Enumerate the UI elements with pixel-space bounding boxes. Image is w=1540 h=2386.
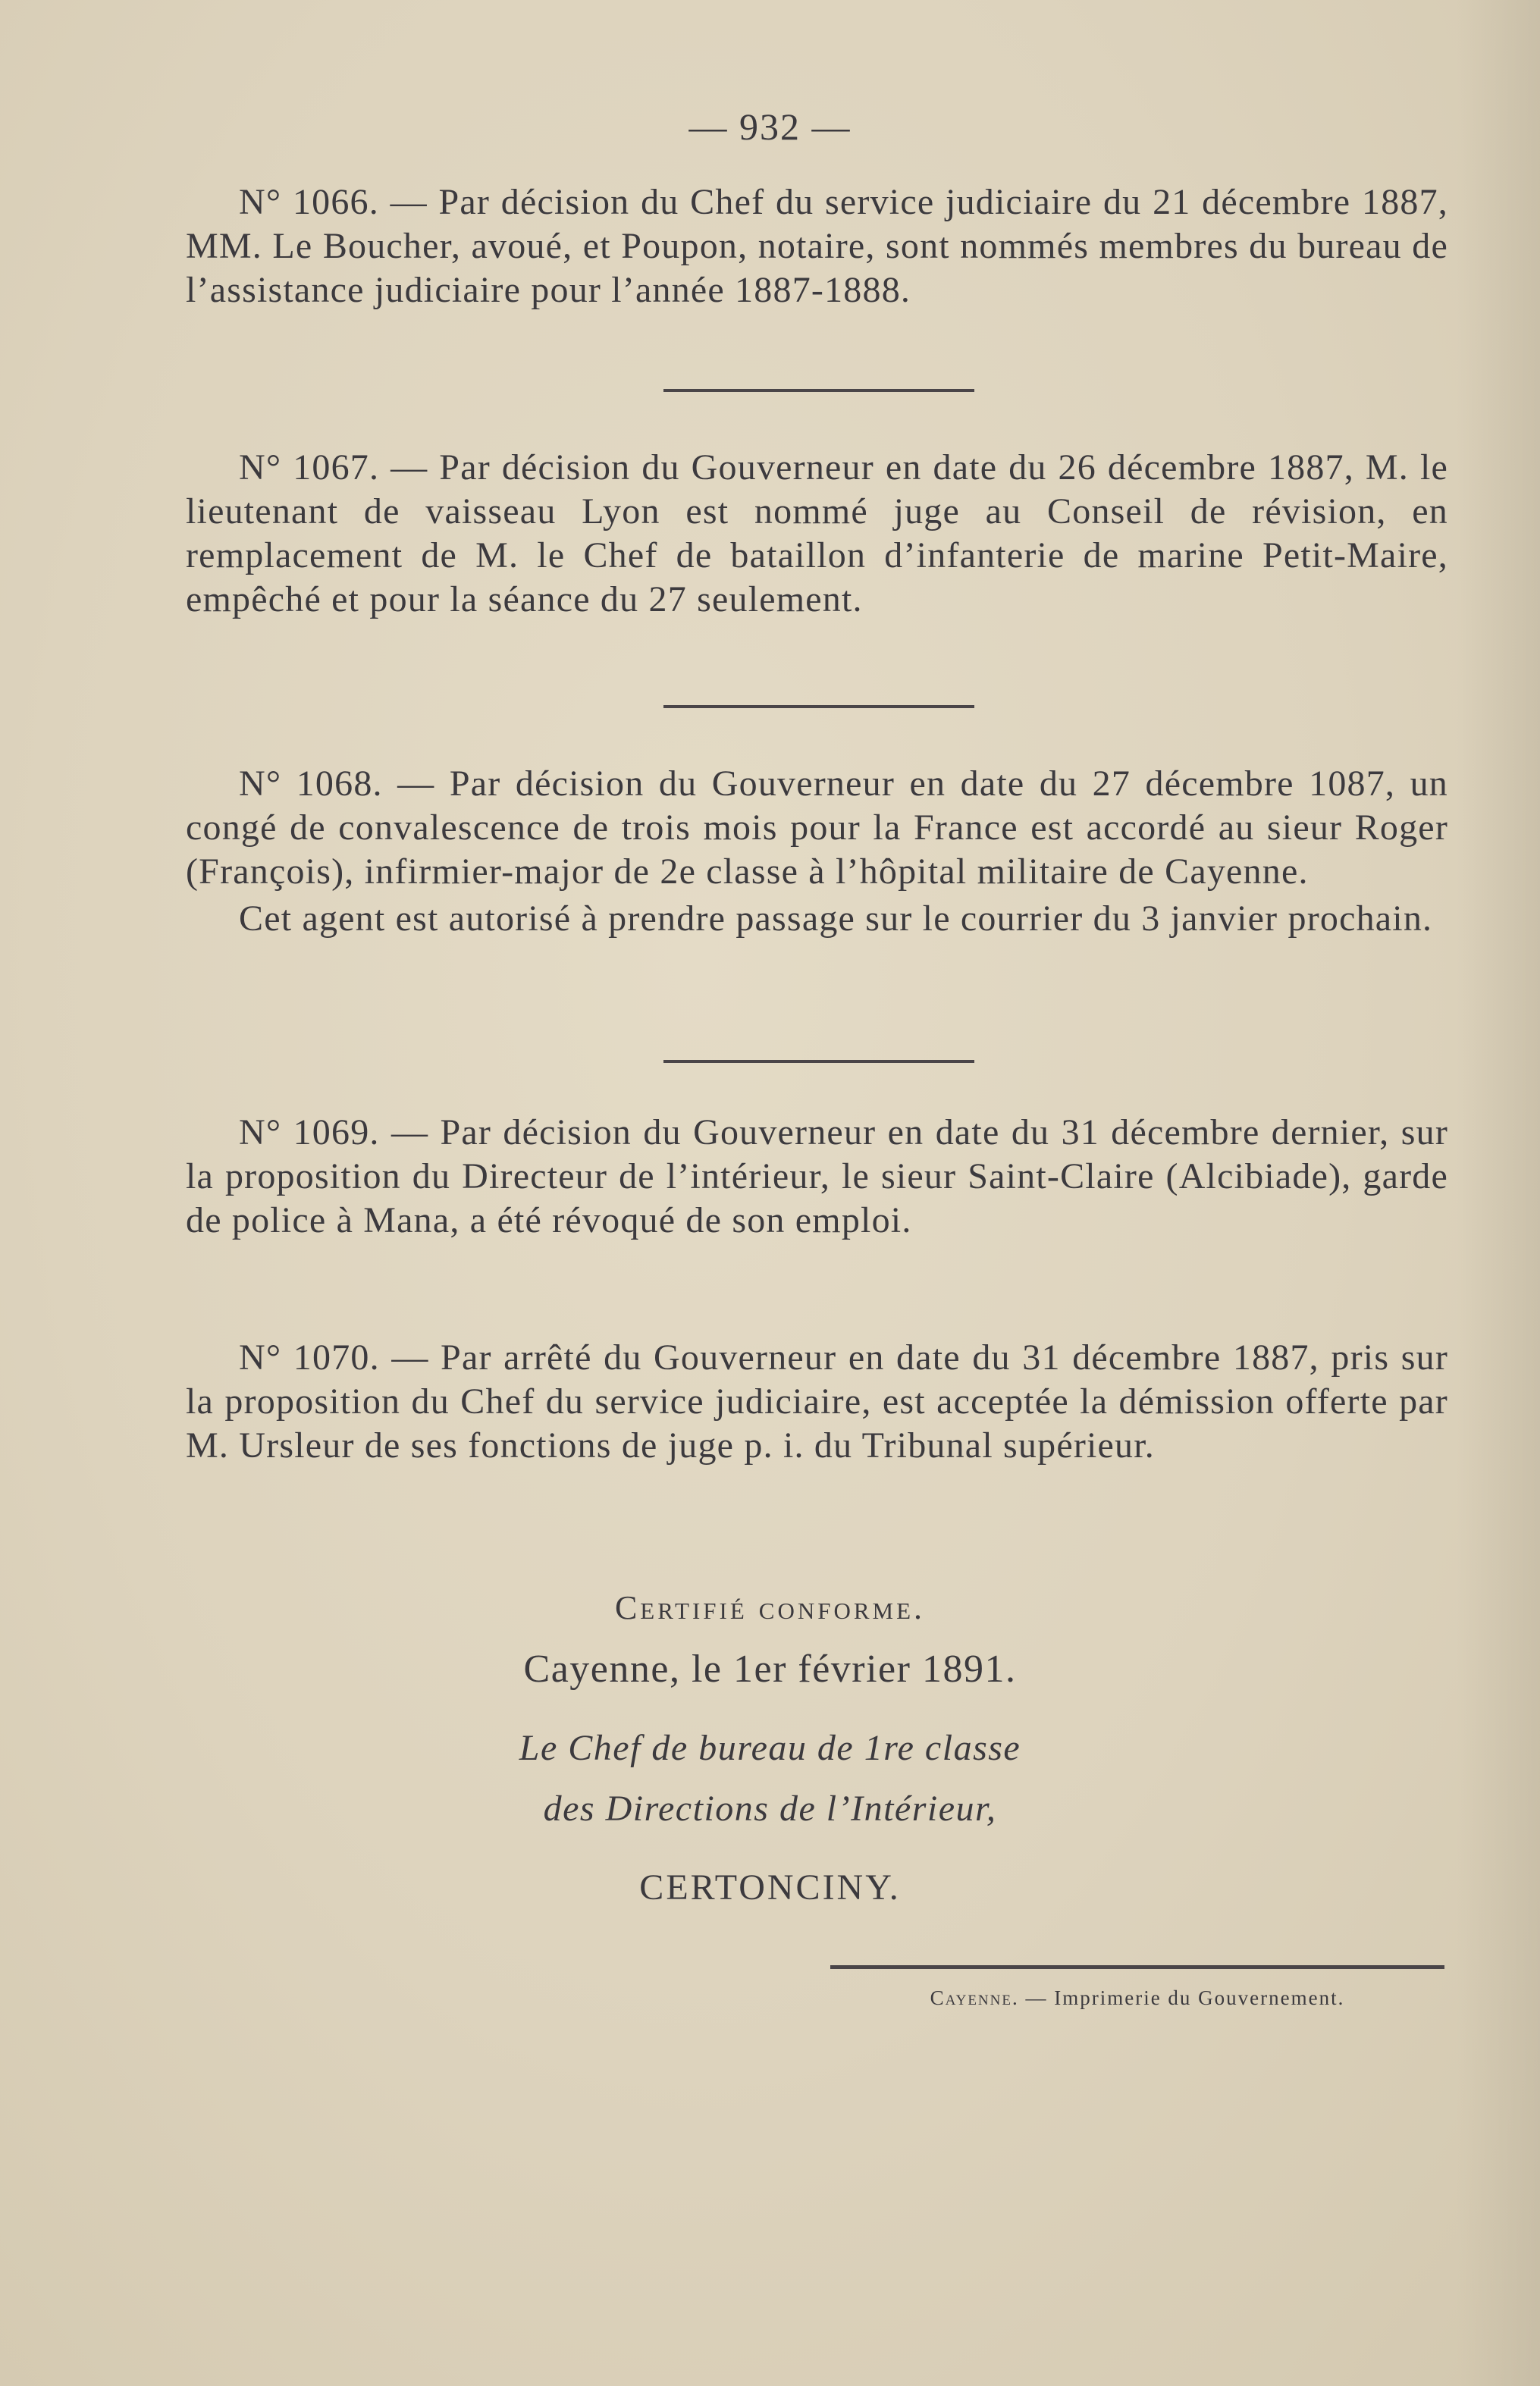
page-edge-shadow xyxy=(1457,0,1540,2386)
entry-paragraph: N° 1067. — Par décision du Gouverneur en date du 26 décembre 1887, M. le lieutenant de vaisseau Lyon est nommé juge au Conseil de révision, en remplacement de M. le Chef de bataillon d’infanterie de marine Petit-Maire, empêché et pour la séance du 27 seulement. xyxy=(186,447,1448,619)
certification-place-date: Cayenne, le 1er février 1891. xyxy=(523,1648,1017,1691)
signatory-title-line2: des Directions de l’Intérieur, xyxy=(543,1789,997,1829)
imprint-printer: Imprimerie du Gouvernement. xyxy=(1054,1986,1345,2009)
certification-heading: Certifié conforme. xyxy=(614,1589,926,1626)
entry-paragraph: N° 1070. — Par arrêté du Gouverneur en date du 31 décembre 1887, pris sur la proposition du Chef du service judiciaire, est acceptée la démission offerte par M. Ursleur de ses fonctions de juge p. i. du Tribunal supérieur. xyxy=(186,1337,1448,1466)
imprint-divider xyxy=(830,1965,1444,1969)
entry-paragraph: N° 1069. — Par décision du Gouverneur en date du 31 décembre dernier, sur la proposition du Directeur de l’intérieur, le sieur Saint-Claire (Alcibiade), garde de police à Mana, a été révoqué de son emploi. xyxy=(186,1112,1448,1240)
decision-entry-1069 xyxy=(186,1111,1448,1243)
page-number: — 932 — xyxy=(688,105,852,148)
imprint-city: Cayenne. xyxy=(930,1986,1019,2009)
section-divider xyxy=(663,389,974,392)
decision-entry-1070 xyxy=(186,1336,1448,1468)
decision-entry-1066 xyxy=(186,180,1448,312)
entry-paragraph: Cet agent est autorisé à prendre passage sur le courrier du 3 janvier prochain. xyxy=(239,898,1433,939)
entry-paragraph: N° 1068. — Par décision du Gouverneur en date du 27 décembre 1087, un congé de convalescence de trois mois pour la France est accordé au sieur Roger (François), infirmier-major de 2e classe à l’hôpital militaire de Cayenne. xyxy=(186,763,1448,892)
section-divider xyxy=(663,705,974,708)
imprint-dash: — xyxy=(1018,1986,1055,2009)
signature: CERTONCINY. xyxy=(639,1867,901,1908)
signatory-title-line1: Le Chef de bureau de 1re classe xyxy=(519,1728,1021,1768)
imprint xyxy=(834,1986,1441,2010)
entry-paragraph: N° 1066. — Par décision du Chef du service judiciaire du 21 décembre 1887, MM. Le Boucher, avoué, et Poupon, notaire, sont nommés membres du bureau de l’assistance judiciaire pour l’année 1887-1888. xyxy=(186,182,1448,310)
section-divider xyxy=(663,1060,974,1063)
decision-entry-1068 xyxy=(186,762,1448,941)
decision-entry-1067 xyxy=(186,446,1448,622)
